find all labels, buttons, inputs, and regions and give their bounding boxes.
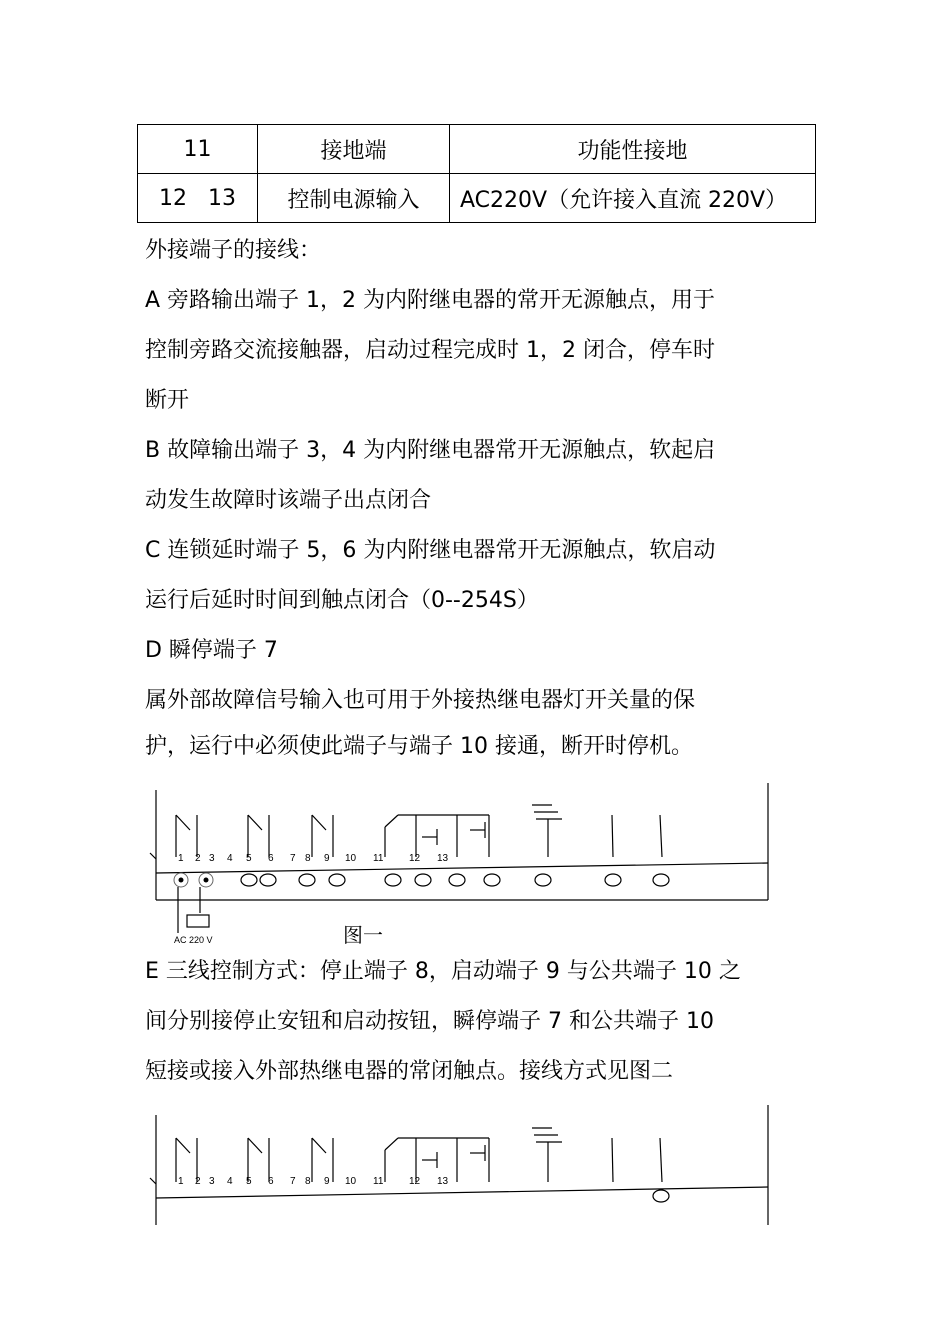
table-row (138, 174, 816, 223)
terminal-label: 3 (209, 853, 215, 864)
terminal-label: 1 (178, 853, 184, 864)
terminal-label: 1 (178, 1176, 184, 1187)
paragraph-c-line: C 连锁延时端子 5，6 为内附继电器常开无源触点，软启动 (145, 538, 716, 563)
terminal-label: 12 (409, 1176, 421, 1187)
terminal-label: 4 (227, 853, 233, 864)
terminal-number-cell: 11 (138, 125, 258, 174)
terminal-label: 13 (437, 1176, 449, 1187)
paragraph-a-line: A 旁路输出端子 1，2 为内附继电器的常开无源触点，用于 (145, 288, 716, 313)
paragraph-a-line: 控制旁路交流接触器，启动过程完成时 1，2 闭合，停车时 (145, 338, 715, 363)
terminal-label: 9 (324, 853, 330, 864)
wiring-diagram-1 (0, 775, 800, 955)
terminal-name-cell: 接地端 (258, 125, 450, 174)
terminal-desc-cell: AC220V（允许接入直流 220V） (450, 174, 816, 223)
terminal-label: 4 (227, 1176, 233, 1187)
terminal-label: 5 (246, 1176, 252, 1187)
terminal-label: 6 (268, 1176, 274, 1187)
table-row (138, 125, 816, 174)
paragraph-d-line: 属外部故障信号输入也可用于外接热继电器灯开关量的保 (145, 688, 696, 713)
terminal-number-cell: 12 13 (138, 174, 258, 223)
terminal-label: 8 (305, 1176, 311, 1187)
figure-caption: 图一 (343, 923, 383, 947)
paragraph-d-line: D 瞬停端子 7 (145, 638, 278, 663)
paragraph-e-line: 短接或接入外部热继电器的常闭触点。接线方式见图二 (145, 1059, 674, 1084)
terminal-label: 2 (195, 1176, 201, 1187)
terminal-desc-cell: 功能性接地 (450, 125, 816, 174)
terminal-label: 13 (437, 853, 449, 864)
terminal-table (137, 124, 816, 223)
terminal-label: 10 (345, 853, 357, 864)
paragraph-d-line: 护，运行中必须使此端子与端子 10 接通，断开时停机。 (145, 734, 693, 759)
terminal-label: 9 (324, 1176, 330, 1187)
paragraph-b-line: B 故障输出端子 3，4 为内附继电器常开无源触点，软起启 (145, 438, 716, 463)
paragraph-b-line: 动发生故障时该端子出点闭合 (145, 488, 432, 513)
terminal-label: 11 (373, 1176, 384, 1187)
terminal-label: 2 (195, 853, 201, 864)
terminal-label: 5 (246, 853, 252, 864)
paragraph-e-line: E 三线控制方式：停止端子 8，启动端子 9 与公共端子 10 之 (145, 959, 741, 984)
section-heading: 外接端子的接线： (145, 238, 322, 263)
terminal-name-cell: 控制电源输入 (258, 174, 450, 223)
terminal-label: 7 (290, 853, 296, 864)
paragraph-e-line: 间分别接停止安钮和启动按钮，瞬停端子 7 和公共端子 10 (145, 1009, 714, 1034)
terminal-label: 6 (268, 853, 274, 864)
paragraph-c-line: 运行后延时时间到触点闭合（0--254S） (145, 588, 539, 613)
wiring-diagram-2 (0, 1100, 800, 1230)
terminal-label: 12 (409, 853, 421, 864)
terminal-label: 8 (305, 853, 311, 864)
terminal-label: 10 (345, 1176, 357, 1187)
power-label: AC 220 V (174, 935, 213, 945)
paragraph-a-line: 断开 (145, 388, 190, 413)
terminal-label: 3 (209, 1176, 215, 1187)
terminal-label: 11 (373, 853, 384, 864)
terminal-label: 7 (290, 1176, 296, 1187)
